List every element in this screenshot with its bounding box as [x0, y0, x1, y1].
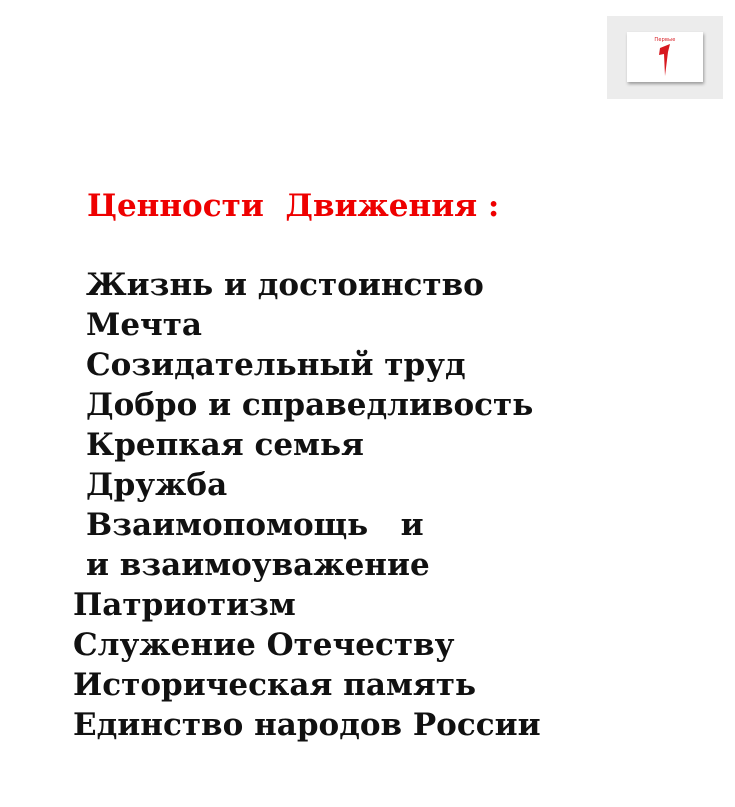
- logo-word: Первые: [654, 37, 676, 43]
- list-item: Мечта: [86, 307, 203, 343]
- list-item: Служение Отечеству: [73, 627, 455, 663]
- list-item: и взаимоуважение: [86, 547, 430, 583]
- red-number-one-logo-icon: [656, 42, 674, 80]
- logo-card: [627, 32, 703, 82]
- logo-container: [607, 16, 723, 99]
- list-item: Добро и справедливость: [86, 387, 534, 423]
- list-item: Крепкая семья: [86, 427, 364, 463]
- list-item: Созидательный труд: [86, 347, 466, 383]
- list-item: Историческая память: [73, 667, 477, 703]
- list-item: Взаимопомощь и: [86, 507, 424, 543]
- values-list: [0, 265, 541, 745]
- page-title: Ценности Движения :: [87, 188, 500, 224]
- list-item: Дружба: [86, 467, 228, 503]
- list-item: Единство народов России: [73, 707, 541, 743]
- list-item: Жизнь и достоинство: [86, 267, 484, 303]
- list-item: Патриотизм: [73, 587, 296, 623]
